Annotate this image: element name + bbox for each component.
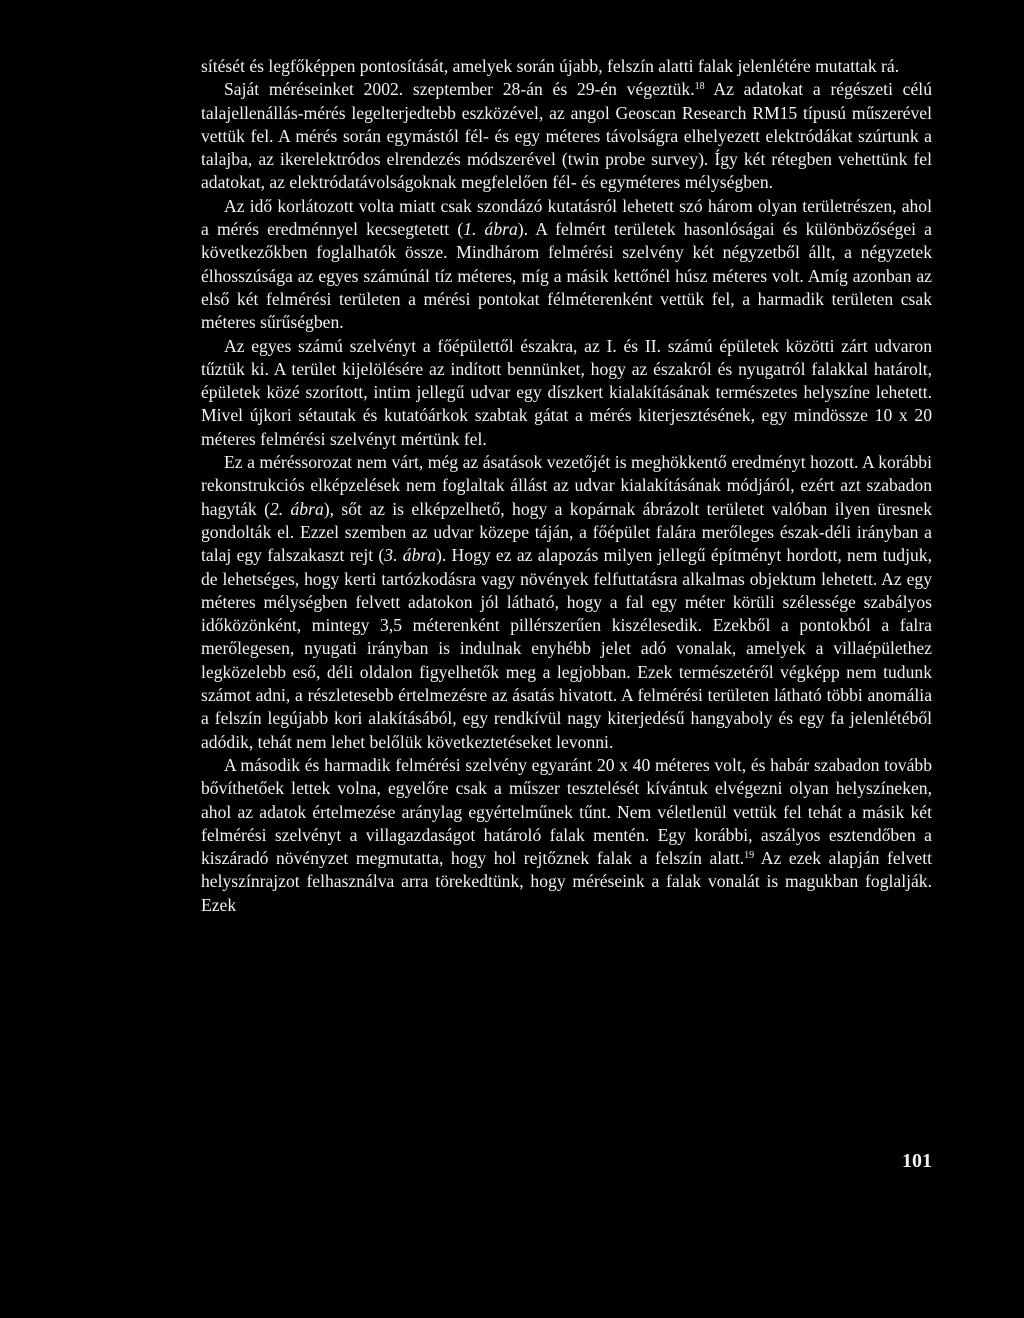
paragraph-text: Az egyes számú szelvényt a főépülettől északra, az I. és II. számú épületek közötti zárt udvaron tűztük ki. A terület kijelölésére az indított bennünket, hogy az északról és nyugatról falakkal határolt, épületek közé szorított, intim jellegű udvar egy díszkert kialakításának természetes helyszíne lehetett. Mivel újkori sétautak és kutatóárkok szabtak gátat a mérés kiterjesztésének, egy mindössze 10 x 20 méteres felmérési szelvényt mértünk fel. [201,335,932,449]
paragraph-text: Az adatokat a régészeti célú talajellenállás-mérés legelterjedtebb eszközével, az angol Geoscan Research RM15 típusú műszerével vettük fel. A mérés során egymástól fél- és egy méteres távolságra elhelyezett elektródákat szúrtunk a talajba, az ikerelektródos elrendezés módszerével (twin probe survey). Így két rétegben vehettünk fel adatokat, az elektródatávolságoknak megfelelően fél- és egyméteres mélységben. [201,79,932,193]
paragraph-text: A második és harmadik felmérési szelvény egyaránt 20 x 40 méteres volt, és habár szabadon tovább bővíthetőek lettek volna, egyelőre csak a műszer tesztelését kívántuk elvégezni olyan helyszíneken, ahol az adatok értelmezése aránylag egyértelműnek tűnt. Nem véletlenül vettük fel tehát a másik két felmérési szelvényt a villagazdaságot határoló falak mentén. Egy korábbi, aszályos esztendőben a kiszáradó növényzet megmutatta, hogy hol rejtőznek falak a felszín alatt. [201,754,932,869]
paragraph-text: sítését és legfőképpen pontosítását, amelyek során újabb, felszín alatti falak jelenlétére mutattak rá. [201,56,900,76]
paragraph-text: Saját méréseinket 2002. szeptember 28-án és 29-én végeztük. [224,79,695,100]
page-number: 101 [902,1150,932,1172]
paragraph-continuation [201,55,932,78]
footnote-ref-18: 18 [694,81,705,93]
body-text [201,55,932,917]
paragraph-first-section [201,335,932,451]
footnote-ref-19: 19 [744,850,755,862]
paragraph-text: Az idő korlátozott volta miatt csak szondázó kutatásról lehetett szó három olyan területrészen, ahol a mérés eredménnyel kecsegtetett ( [201,195,932,240]
paragraph-results [201,451,932,754]
figure-ref-3: 3. ábra [384,545,437,566]
paragraph-measurements [201,78,932,194]
paragraph-text: Az ezek alapján felvett helyszínrajzot felhasználva arra törekedtünk, hogy méréseink a falak vonalát is magukban foglalják. Ezek [201,848,932,915]
paragraph-text: ). A felmért területek hasonlóságai és különbözőségei a következőkben foglalhatók össze. Mindhárom felmérési szelvény két négyzetből állt, a négyzetek élhosszúsága az egyes számúnál tíz méteres, míg a másik kettőnél húsz méteres volt. Amíg azonban az első két felmérési területen a mérési pontokat félméterenként vettük fel, a harmadik területen csak méteres sűrűségben. [201,219,932,333]
paragraph-text: Ez a méréssorozat nem várt, még az ásatások vezetőjét is meghökkentő eredményt hozott. A korábbi rekonstrukciós elképzelések nem foglaltak állást az udvar kialakításának módjáról, ezért azt szabadon hagyták ( [201,452,932,519]
paragraph-text: ), sőt az is elképzelhető, hogy a kopárnak ábrázolt területet valóban ilyen üresnek gondolták el. Ezzel szemben az udvar közepe táján, a főépület falára merőleges észak-déli irányban a talaj egy falszakaszt rejt ( [201,498,932,566]
paragraph-second-third-sections [201,754,932,917]
figure-ref-1: 1. ábra [463,219,518,240]
paragraph-survey-areas [201,195,932,335]
figure-ref-2: 2. ábra [269,498,324,519]
paragraph-text: ). Hogy ez az alapozás milyen jellegű építményt hordott, nem tudjuk, de lehetséges, hogy kerti tartózkodásra vagy növények felfuttatásra alkalmas objektum lehetett. Az egy méteres mélységben felvett adatokon jól látható, hogy a fal egy méter körüli szélessége szabályos időközönként, mintegy 3,5 méterenként pillérszerűen kiszélesedik. Ezekből a pontokból a falra merőlegesen, nyugati irányban is indulnak enyhébb jelet adó vonalak, amelyek a villaépülethez legközelebb eső, déli oldalon figyelhetők meg a legjobban. Ezek természetéről végképp nem tudunk számot adni, a részletesebb értelmezésre az ásatás hivatott. A felmérési területen látható többi anomália a felszín legújabb kori alakításából, egy rendkívül nagy kiterjedésű hangyaboly és egy fa jelenlétéből adódik, tehát nem lehet belőlük következtetéseket levonni. [201,545,932,752]
